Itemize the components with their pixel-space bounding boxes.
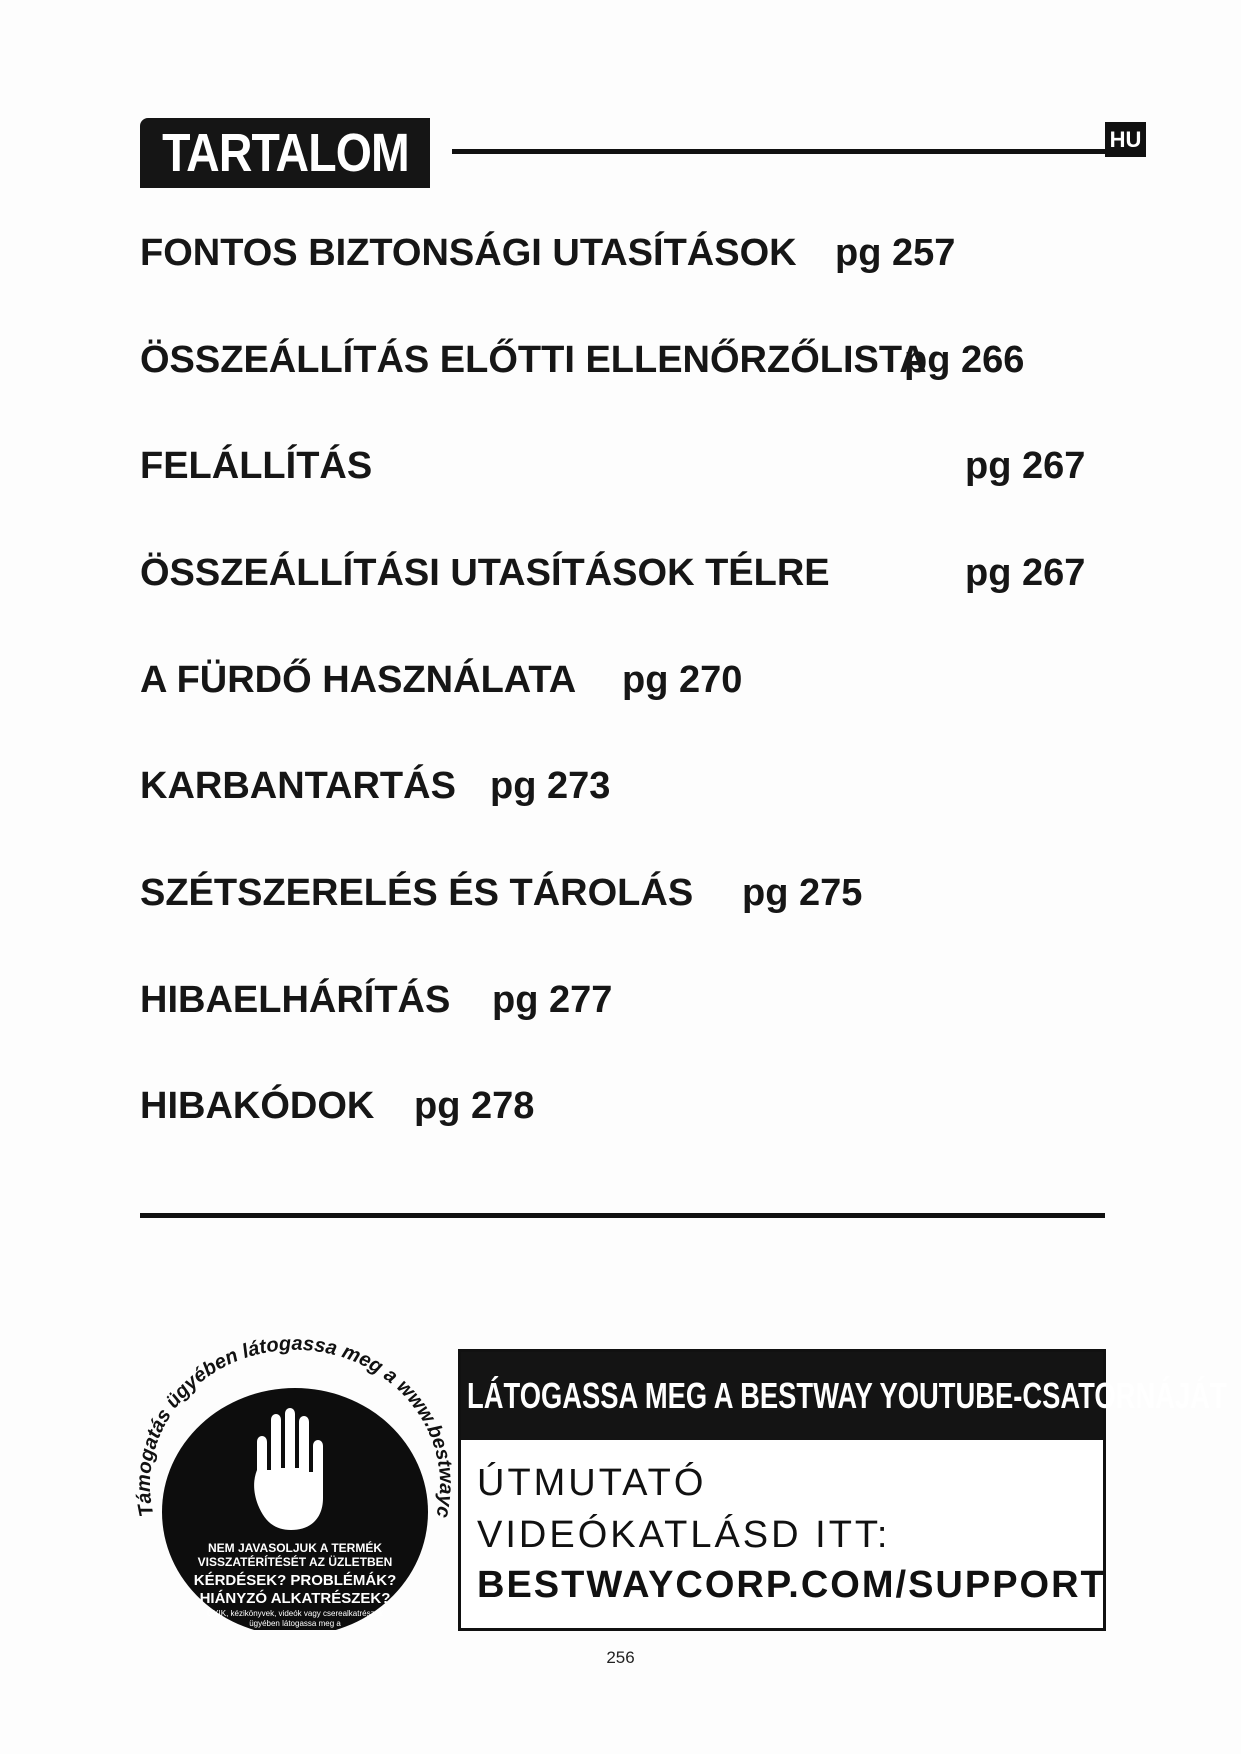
toc-entry[interactable] <box>140 552 1086 602</box>
page-title <box>140 118 430 188</box>
toc-label: FELÁLLÍTÁS <box>140 445 373 487</box>
badge-line-3: KÉRDÉSEK? PROBLÉMÁK? <box>193 1572 397 1589</box>
page-number: 256 <box>606 1648 635 1667</box>
toc-label: KARBANTARTÁS <box>140 765 456 807</box>
toc-page: pg 270 <box>622 659 743 701</box>
toc-page: pg 266 <box>904 339 1025 381</box>
badge-line-2: VISSZATÉRÍTÉSÉT AZ ÜZLETBEN <box>197 1555 393 1569</box>
support-url-link[interactable]: BESTWAYCORP.COM/SUPPORT <box>477 1564 1106 1606</box>
toc-entry[interactable] <box>140 1085 535 1135</box>
toc-label: SZÉTSZERELÉS ÉS TÁROLÁS <box>140 872 694 914</box>
youtube-support-box <box>458 1349 1227 1631</box>
toc-label: ÖSSZEÁLLÍTÁS ELŐTTI ELLENŐRZŐLISTA <box>140 339 927 381</box>
youtube-box-heading: LÁTOGASSA MEG A BESTWAY YOUTUBE-CSATORNÁJÁT <box>467 1375 1227 1416</box>
toc-entry[interactable] <box>140 659 743 709</box>
toc-page: pg 273 <box>490 765 611 807</box>
toc-label: FONTOS BIZTONSÁGI UTASÍTÁSOK <box>140 232 797 274</box>
toc-label: ÖSSZEÁLLÍTÁSI UTASÍTÁSOK TÉLRE <box>140 552 830 594</box>
toc-entry[interactable] <box>140 445 1086 495</box>
toc-entry[interactable] <box>140 339 1025 389</box>
video-see-here-label: VIDEÓKATLÁSD ITT: <box>477 1514 891 1556</box>
badge-line-7 <box>239 1629 352 1630</box>
toc-page: pg 267 <box>965 445 1086 487</box>
language-badge: HU <box>1105 122 1146 157</box>
badge-line-4: HIÁNYZÓ ALKATRÉSZEK? <box>199 1590 391 1607</box>
support-badge-graphic <box>125 1330 465 1630</box>
video-guide-label: ÚTMUTATÓ <box>477 1462 707 1504</box>
toc-label: A FÜRDŐ HASZNÁLATA <box>140 659 577 701</box>
badge-line-6: ügyében látogassa meg a <box>249 1619 341 1628</box>
toc-entry[interactable] <box>140 232 956 282</box>
toc-page: pg 278 <box>414 1085 535 1127</box>
toc-label: HIBAKÓDOK <box>140 1085 375 1127</box>
toc-label: HIBAELHÁRÍTÁS <box>140 979 451 1021</box>
toc-page: pg 277 <box>492 979 613 1021</box>
toc-entry[interactable] <box>140 765 611 815</box>
support-badge <box>125 1330 465 1630</box>
badge-ring-text: Támogatás ügyében látogassa meg a www.bestwayc <box>132 1332 458 1520</box>
youtube-box-header <box>461 1352 1227 1440</box>
page-title-text: TARTALOM <box>161 123 409 183</box>
bottom-divider <box>140 1213 1105 1218</box>
toc-page: pg 275 <box>742 872 863 914</box>
badge-line-1: NEM JAVASOLJUK A TERMÉK <box>207 1541 383 1555</box>
toc-entry[interactable] <box>140 979 613 1029</box>
toc-page: pg 257 <box>835 232 956 274</box>
toc-entry[interactable] <box>140 872 863 922</box>
toc-page: pg 267 <box>965 552 1086 594</box>
header-divider <box>452 149 1107 154</box>
badge-line-5: GYIK, kézikönyvek, videók vagy cserealkatrészek <box>206 1609 384 1618</box>
